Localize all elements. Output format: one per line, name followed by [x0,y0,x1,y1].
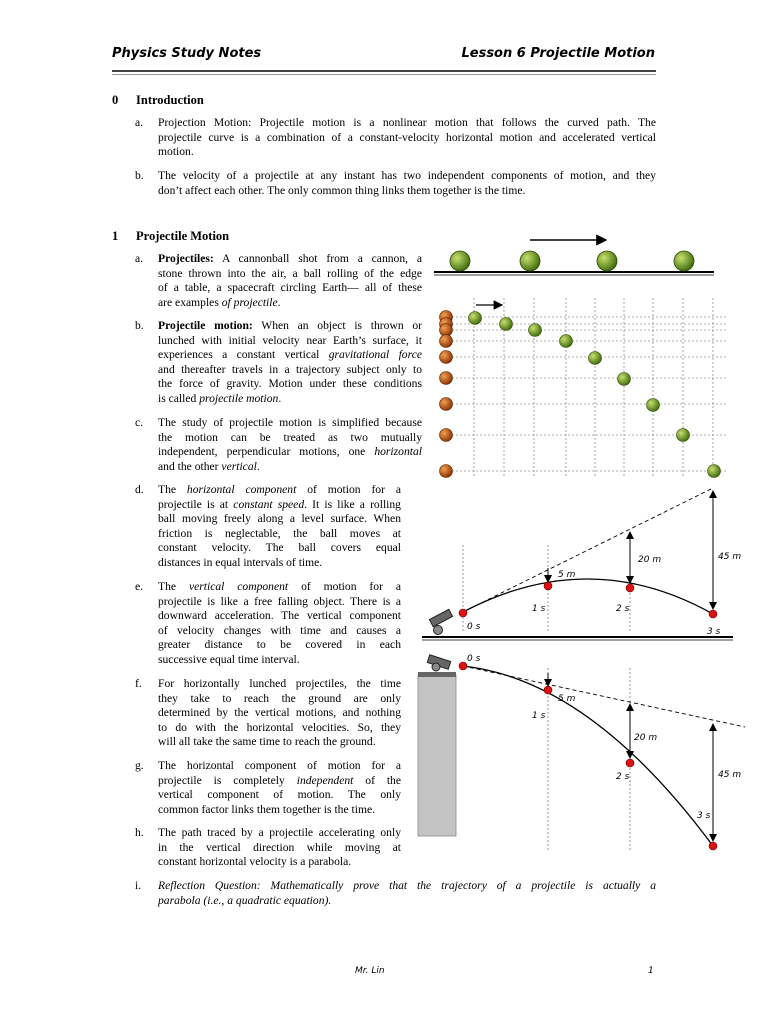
lower-cannon [427,655,450,671]
text-line: the motion can be treated as two mutually [158,430,422,444]
bold-term: Projectiles: [158,252,214,265]
text-fragment: projectile is completely [158,773,297,787]
emphasis: vertical [221,459,257,473]
text-line: the force of gravity. Motion under these conditions [158,377,422,391]
falling-ball [440,429,453,442]
item-label: h. [135,826,144,839]
text-fragment: . [277,295,281,309]
item-label: i. [135,879,142,892]
projected-ball [647,399,660,412]
upper-trajectory [463,579,713,614]
text-fragment: and the other [158,459,222,473]
text-line: Projection Motion: Projectile motion is a nonlinear motion that follows the curved path. The [158,116,656,129]
emphasis: horizontal component [186,483,297,496]
upper-label-0s: 0 s [467,622,481,632]
header-title: Physics Study Notes [112,46,262,61]
emphasis: independent [296,773,354,787]
item-label: f. [135,677,142,690]
emphasis: of projectile [221,295,278,309]
text-fragment: of motion for a [296,483,401,496]
lower-point-1s [544,686,552,694]
text-line: The path traced by a projectile accelerating only [158,826,401,839]
text-line: they take to reach the ground are only [158,691,401,705]
lower-point-3s [709,842,717,850]
text-fragment: of motion for a [288,580,401,593]
rolling-ball [597,251,617,271]
upper-label-5m: 5 m [558,570,576,580]
falling-ball [440,335,453,348]
upper-point-3s [709,610,717,618]
upper-point-0s [459,609,467,617]
emphasis: horizontal [374,445,422,459]
text-fragment: A cannonball shot from a cannon, a [213,252,422,265]
item-label: e. [135,580,144,593]
bold-term: Projectile motion: [158,319,253,332]
emphasis: projectile motion [199,391,279,405]
footer-page-number: 1 [648,966,654,976]
upper-point-2s [626,584,634,592]
text-line: The study of projectile motion is simplified because [158,416,422,429]
projected-ball [708,465,721,478]
text-fragment: experiences a constant vertical [158,348,329,362]
projected-ball [500,318,513,331]
section-number: 1 [112,229,119,243]
text-fragment: . [256,459,260,473]
lower-point-2s [626,759,634,767]
upper-point-1s [544,582,552,590]
rolling-ball [520,251,540,271]
text-line: projectile curve is a combination of a constant-velocity horizontal motion and accelerated vertical [158,130,656,144]
projected-ball [469,312,482,325]
footer-author: Mr. Lin [355,966,385,976]
lower-label-1s: 1 s [532,711,546,721]
upper-label-3s: 3 s [707,627,721,637]
lower-point-0s [459,662,467,670]
lower-label-3s: 3 s [697,811,711,821]
text-line: distances in equal intervals of time. [158,555,323,569]
text-line: will all take the same time to reach the ground. [158,735,376,749]
text-fragment: The [158,580,189,593]
text-line: in the vertical direction while moving at [158,840,401,854]
text-line: lunched with initial velocity near Earth’s surface, it [158,333,422,347]
text-fragment: of the [353,773,402,787]
emphasis: constant speed [233,497,305,511]
rolling-ball [674,251,694,271]
projected-ball [529,324,542,337]
projected-ball [618,373,631,386]
lower-label-2s: 2 s [616,772,630,782]
text-line: friction is neglectable, the ball moves at [158,526,401,540]
text-line: of velocity changes with time and causes a [158,623,401,637]
falling-ball [440,465,453,478]
upper-cannon [429,609,452,634]
cliff-top [418,672,456,677]
lower-label-45m: 45 m [718,770,742,780]
text-line: projectile is like a free falling object. There is a [158,594,401,608]
text-line: don’t affect each other. The only common thing links them together is the time. [158,183,526,197]
item-label: d. [135,483,144,496]
text-line: The horizontal component of motion for a [158,759,401,772]
text-line: to do with the horizontal velocities. So, they [158,720,401,734]
text-fragment: The [158,483,187,496]
text-line: greater distance to be covered in each [158,638,401,652]
text-fragment: . It is like a rolling [304,497,401,511]
cannon-wheel [434,626,443,635]
rolling-ball [450,251,470,271]
upper-straight-line [463,488,713,612]
section-title: Projectile Motion [136,229,230,243]
text-line: For horizontally lunched projectiles, the time [158,677,401,690]
item-label: c. [135,416,144,429]
lower-label-0s: 0 s [467,654,481,664]
header-lesson: Lesson 6 Projectile Motion [461,46,655,61]
cannon-barrel [429,609,452,626]
text-fragment: are examples [158,295,222,309]
projected-ball [677,429,690,442]
item-label: a. [135,252,144,265]
upper-label-1s: 1 s [532,604,546,614]
falling-ball [440,372,453,385]
lower-label-20m: 20 m [634,733,658,743]
falling-ball [440,351,453,364]
text-line: motion. [158,145,194,159]
projected-ball [589,352,602,365]
text-line: constant horizontal velocity is a parabola. [158,855,352,869]
text-line: ball moving freely along a level surface. When [158,512,401,526]
text-line: downward acceleration. The vertical component [158,609,401,623]
text-line: successive equal time interval. [158,652,300,666]
text-line: constant velocity. The ball covers equal [158,541,401,555]
emphasis: vertical component [188,580,289,593]
text-line: of a table, a spacecraft circling Earth— all of these [158,281,422,295]
upper-label-45m: 45 m [718,552,742,562]
falling-ball [440,398,453,411]
text-line: and thereafter travels in a trajectory subject only to [158,362,422,376]
cliff [418,675,456,836]
lower-label-5m: 5 m [558,694,576,704]
text-line: Reflection Question: Mathematically prove that the trajectory of a projectile is actually a [158,879,656,892]
projected-ball [560,335,573,348]
text-fragment: independent, perpendicular motions, one [158,445,375,459]
item-label: b. [135,319,144,332]
cannon-wheel [432,663,440,671]
section-title: Introduction [136,93,204,107]
text-fragment: projectile is at [158,497,234,511]
item-label: a. [135,116,144,129]
text-fragment: is called [158,391,200,405]
upper-label-20m: 20 m [638,555,662,565]
text-line: stone thrown into the air, a ball rolling of the edge [158,266,422,280]
text-line: The velocity of a projectile at any instant has two independent components of motion, and they [158,169,656,182]
emphasis: gravitational force [328,348,422,362]
item-label: b. [135,169,144,182]
section-number: 0 [112,93,119,107]
text-line: parabola (i.e., a quadratic equation). [158,893,332,907]
text-fragment: . [278,391,282,405]
item-label: g. [135,759,144,772]
text-line: vertical component of motion. The only [158,788,401,802]
upper-label-2s: 2 s [616,604,630,614]
text-fragment: When an object is thrown or [252,319,422,332]
text-line: determined by the vertical motions, and nothing [158,706,401,720]
text-line: common factor links them together is the time. [158,802,376,816]
strobe-grid [440,298,726,478]
